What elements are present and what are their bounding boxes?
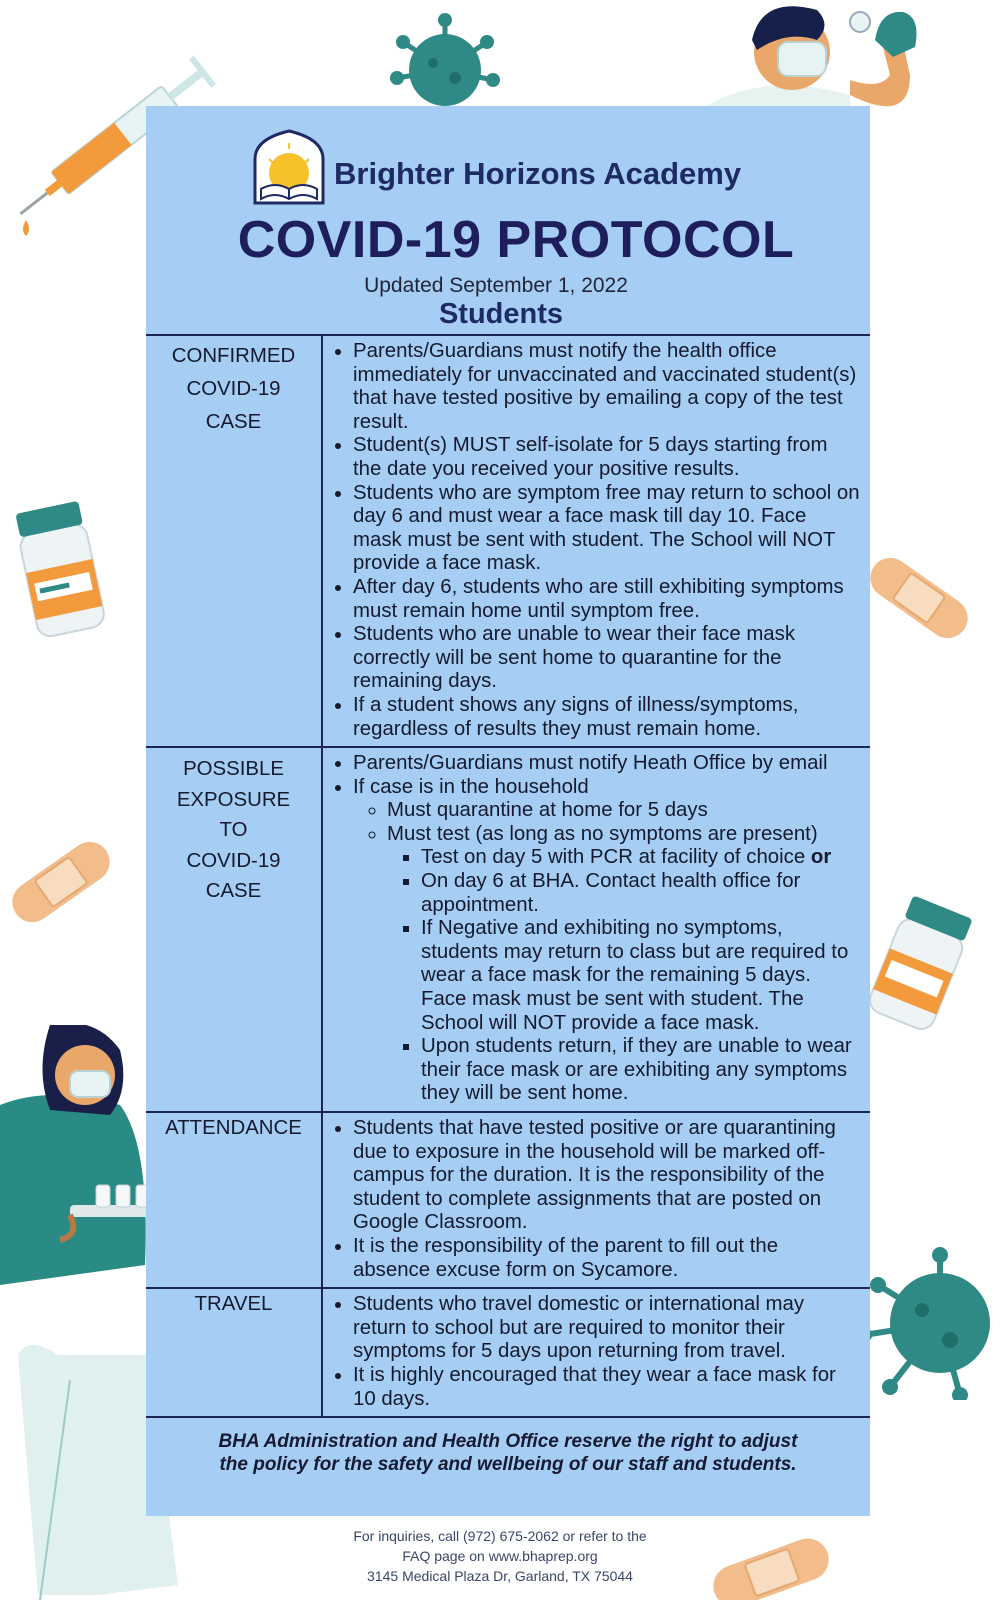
school-logo-icon	[251, 129, 327, 205]
policy-note	[146, 1418, 870, 1506]
row-label	[146, 747, 322, 1112]
row-label-line: EXPOSURE	[176, 788, 291, 811]
list-item: • It is the responsibility of the parent to fill out the absence excuse form on Sycamore.	[353, 1235, 860, 1282]
list-item: • It is highly encouraged that they wear a face mask for 10 days.	[353, 1364, 860, 1411]
virus-icon	[385, 8, 505, 113]
test-list-item: ▪ Upon students return, if they are unable to wear their face mask or are exhibiting any symptoms they will be sent home.	[421, 1035, 860, 1106]
row-label-line: COVID-19	[186, 378, 281, 400]
row-content	[322, 1112, 870, 1288]
test-list-item: ▪ On day 6 at BHA. Contact health office for appointment.	[421, 870, 860, 917]
table-row	[146, 747, 870, 1112]
list-item: • Student(s) MUST self-isolate for 5 days starting from the date you received your positive results.	[353, 434, 860, 481]
row-label-line: TO	[219, 819, 248, 842]
section-title: Students	[438, 298, 564, 330]
test-item-text: Test on day 5 with PCR at facility of choice	[421, 846, 806, 869]
row-label-line: CONFIRMED	[171, 345, 296, 367]
school-name: Brighter Horizons Academy	[334, 156, 742, 191]
list-item: • Students who are symptom free may return to school on day 6 and must wear a face mask till day 10. Face mask must be sent with student. The School will NOT provide a face mask.	[353, 482, 860, 576]
bandage-icon	[2, 830, 120, 935]
row-label	[146, 335, 322, 747]
policy-note-line: the policy for the safety and wellbeing of our staff and students.	[219, 1454, 797, 1475]
header	[146, 106, 870, 334]
test-list-item	[421, 846, 860, 870]
list-item: • Students that have tested positive or are quarantining due to exposure in the household will be marked off-campus for the duration. It is the responsibility of the student to complete assignments that are posted on Google Classroom.	[353, 1117, 860, 1235]
row-content	[322, 747, 870, 1112]
sub-list-item: ◦ Must quarantine at home for 5 days	[387, 799, 860, 823]
list-item-text: If case is in the household	[353, 775, 589, 798]
table-row	[146, 335, 870, 747]
sub-list-item	[387, 823, 860, 1106]
list-item: • After day 6, students who are still exhibiting symptoms must remain home until symptom free.	[353, 576, 860, 623]
inquiry-phone: For inquiries, call (972) 675-2062 or refer to the	[353, 1528, 647, 1544]
test-item-or: or	[810, 846, 832, 869]
virus-icon	[850, 1245, 1000, 1400]
row-content	[322, 1288, 870, 1417]
list-item: • If a student shows any signs of illness/symptoms, regardless of results they must remain home.	[353, 694, 860, 741]
sub-list-item-text: Must test (as long as no symptoms are present)	[387, 822, 818, 845]
row-label-line: ATTENDANCE	[165, 1117, 302, 1139]
table-row	[146, 1288, 870, 1417]
pill-bottle-icon	[865, 895, 975, 1040]
policy-note-line: BHA Administration and Health Office reserve the right to adjust	[218, 1431, 798, 1452]
row-label-line: CASE	[205, 880, 262, 903]
list-item	[353, 776, 860, 1106]
pill-bottle-icon	[10, 498, 110, 643]
list-item: • Parents/Guardians must notify the health office immediately for unvaccinated and vaccinated student(s) that have tested positive by emailing a copy of the test result.	[353, 340, 860, 434]
bandage-icon	[700, 1520, 840, 1600]
inquiry-address: 3145 Medical Plaza Dr, Garland, TX 75044	[367, 1568, 633, 1584]
table-row	[146, 1112, 870, 1288]
inquiry-info	[300, 1526, 700, 1586]
row-content	[322, 335, 870, 747]
list-item: • Parents/Guardians must notify Heath Office by email	[353, 752, 860, 776]
row-label-line: CASE	[205, 411, 262, 433]
row-label-line: POSSIBLE	[183, 758, 284, 781]
list-item: • Students who are unable to wear their face mask correctly will be sent home to quarantine for the remaining days.	[353, 623, 860, 694]
list-item: • Students who travel domestic or international may return to school but are required to monitor their symptoms for 5 days upon returning from travel.	[353, 1293, 860, 1364]
protocol-panel	[146, 106, 870, 1516]
row-label-line: COVID-19	[186, 849, 281, 872]
row-label-line: TRAVEL	[194, 1293, 273, 1316]
page-title: COVID-19 PROTOCOL	[237, 211, 795, 269]
bandage-icon	[860, 548, 978, 648]
protocol-table	[146, 334, 870, 1418]
updated-date: Updated September 1, 2022	[364, 274, 628, 297]
inquiry-website[interactable]: FAQ page on www.bhaprep.org	[402, 1548, 598, 1564]
row-label	[146, 1112, 322, 1288]
test-list-item: ▪ If Negative and exhibiting no symptoms, students may return to class but are required to wear a face mask for the remaining 5 days. Face mask must be sent with student. The School will NOT provide a face mask.	[421, 917, 860, 1035]
row-label	[146, 1288, 322, 1417]
